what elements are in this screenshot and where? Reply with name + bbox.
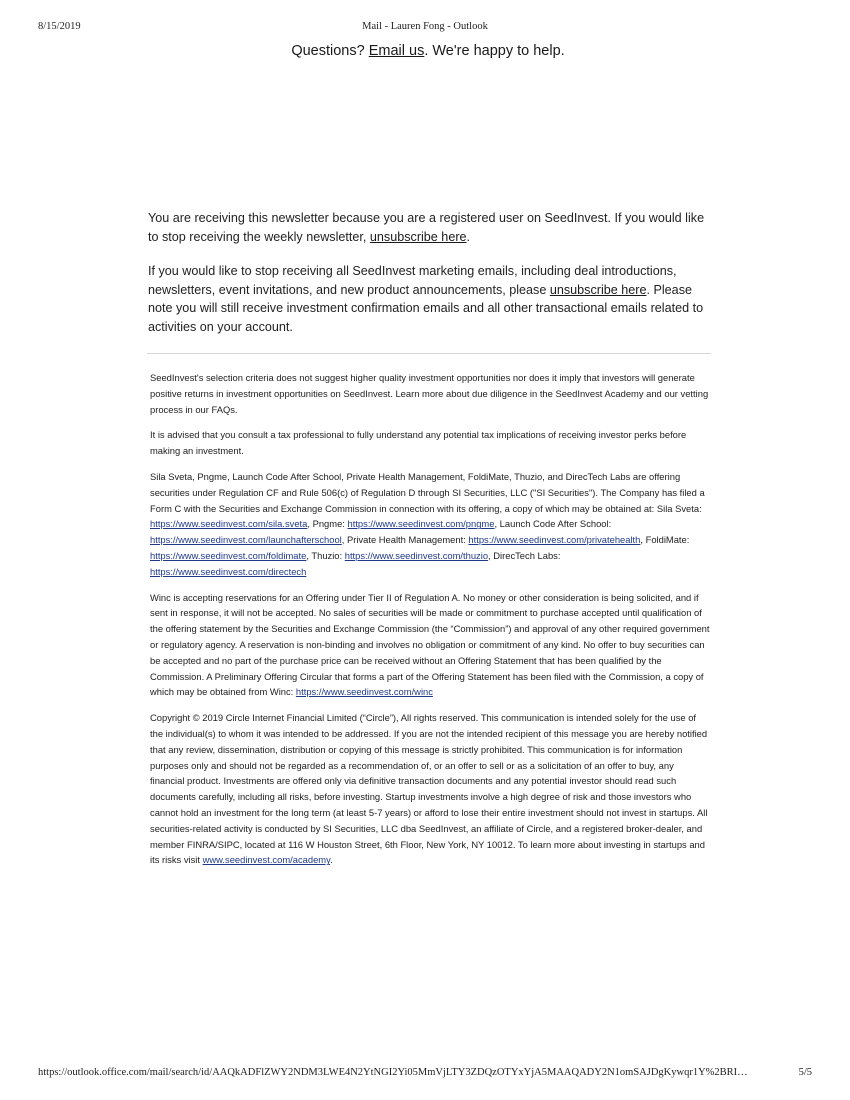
company-separator: , — [306, 549, 312, 561]
newsletter-notice-end: . — [466, 229, 471, 244]
company-label: Pngme: — [312, 518, 348, 530]
offering-disclaimer — [150, 469, 710, 580]
marketing-notice-text: If you would like to stop receiving all SeedInvest marketing emails, including deal introductions, newsletters, event invitations, and new product announcements, please — [148, 264, 677, 297]
copyright-notice — [150, 710, 710, 868]
copyright-end: . — [330, 854, 333, 866]
tax-disclaimer: It is advised that you consult a tax professional to fully understand any potential tax implications of receiving investor perks before making an investment. — [150, 429, 687, 457]
company-label: DirecTech Labs: — [493, 549, 561, 561]
marketing-notice-end: . Please note you will still receive investment confirmation emails and all other transactional emails related to activities on your account. — [148, 282, 704, 334]
questions-suffix: . We're happy to help. — [424, 43, 565, 59]
copyright-text: Copyright © 2019 Circle Internet Financial Limited (“Circle”), All rights reserved. This communication is intended solely for the use of the individual(s) to whom it was intended to be addressed. If you are not the intended recipient of this message you are hereby notified that any review, dissemination, distribution or copying of this message is strictly prohibited. This communication is for information purposes only and should not be regarded as a recommendation of, or an offer to sell or as a solicitation of an offer to buy, any financial product. Investments are offered only via definitive transaction documents and any potential investor should read such documents carefully, including all risks, before investing. Startup investments involve a high degree of risk and those investors who cannot hold an investment for the long term (at least 5-7 years) or afford to lose their entire investment should not invest in startups. All securities-related activity is conducted by SI Securities, LLC dba SeedInvest, an affiliate of Circle, and a registered broker-dealer, and member FINRA/SIPC, located at 116 W Houston Street, 6th Floor, New York, NY 10012. To learn more about investing in startups and its risks visit — [150, 712, 708, 866]
company-separator: , — [341, 534, 347, 546]
newsletter-notice — [148, 209, 710, 246]
print-title: Mail - Lauren Fong - Outlook — [362, 21, 488, 32]
email-us-link[interactable]: Email us — [368, 43, 425, 59]
academy-link[interactable]: www.seedinvest.com/academy — [202, 854, 331, 866]
company-offering-link[interactable]: https://www.seedinvest.com/thuzio — [344, 549, 489, 561]
selection-criteria-disclaimer: SeedInvest's selection criteria does not suggest higher quality investment opportunities nor does it imply that investors will generate positive returns in investment opportunities on SeedInvest. Learn more about due diligence in the SeedInvest Academy and our vetting process in our FAQs. — [150, 372, 709, 415]
company-offering-link[interactable]: https://www.seedinvest.com/foldimate — [150, 549, 307, 561]
company-offering-link[interactable]: https://www.seedinvest.com/pngme — [347, 518, 495, 530]
company-label: Thuzio: — [311, 549, 345, 561]
print-url: https://outlook.office.com/mail/search/id/AAQkADFlZWY2NDM3LWE4N2YtNGI2Yi05MmVjLTY3ZDQzOTYxYjA5MAAQADY2N1omSAJDgKywqr1Y%2BRI… — [38, 1067, 748, 1078]
winc-link[interactable]: https://www.seedinvest.com/winc — [295, 686, 433, 698]
questions-prefix: Questions? — [291, 43, 369, 59]
company-label: Launch Code After School: — [499, 518, 612, 530]
questions-line — [0, 43, 850, 59]
print-header — [38, 21, 812, 35]
company-separator: , — [640, 534, 646, 546]
winc-disclaimer — [150, 590, 710, 701]
company-label: FoldiMate: — [645, 534, 690, 546]
company-separator: , — [307, 518, 313, 530]
marketing-notice — [148, 262, 710, 336]
company-offering-link[interactable]: https://www.seedinvest.com/privatehealth — [468, 534, 641, 546]
company-separator: , — [494, 518, 500, 530]
winc-text: Winc is accepting reservations for an Offering under Tier II of Regulation A. No money or other consideration is being solicited, and if sent in response, it will not be accepted. No sales of securities will be made or commitment to purchase accepted until qualification of the offering statement by the Securities and Exchange Commission (the “Commission”) and approval of any other required government or regulatory agency. A reservation is non-binding and involves no obligation or commitment of any kind. No offer to buy securities can be accepted and no part of the purchase price can be received without an Offering Statement that has been qualified by the Commission. A Preliminary Offering Circular that forms a part of the Offering Statement has been filed with the Commission, a copy of which may be obtained from Winc: — [150, 591, 710, 698]
offering-intro: Sila Sveta, Pngme, Launch Code After School, Private Health Management, FoldiMate, Thuzio, and DirecTech Labs are offering securities under Regulation CF and Rule 506(c) of Regulation D through SI Securities, LLC ("SI Securities"). The Company has filed a Form C with the Securities and Exchange Commission in connection with its offering, a copy of which may be obtained at: — [150, 470, 705, 514]
print-footer — [38, 1067, 812, 1081]
unsubscribe-newsletter-link[interactable]: unsubscribe here — [369, 229, 467, 244]
newsletter-notice-text: You are receiving this newsletter because you are a registered user on SeedInvest. If you would like to stop receiving the weekly newsletter, — [148, 211, 705, 244]
company-label: Private Health Management: — [346, 534, 469, 546]
legal-disclosures — [150, 370, 710, 878]
company-offering-link[interactable]: https://www.seedinvest.com/sila.sveta — [150, 518, 308, 530]
print-date: 8/15/2019 — [38, 21, 81, 32]
company-label: Sila Sveta: — [656, 502, 702, 514]
company-offering-link[interactable]: https://www.seedinvest.com/launchafterschool — [150, 534, 342, 546]
company-offering-link[interactable]: https://www.seedinvest.com/directech — [150, 565, 307, 577]
company-separator: , — [488, 549, 494, 561]
page-number: 5/5 — [798, 1067, 812, 1078]
unsubscribe-all-link[interactable]: unsubscribe here — [549, 282, 647, 297]
section-divider — [147, 353, 711, 354]
